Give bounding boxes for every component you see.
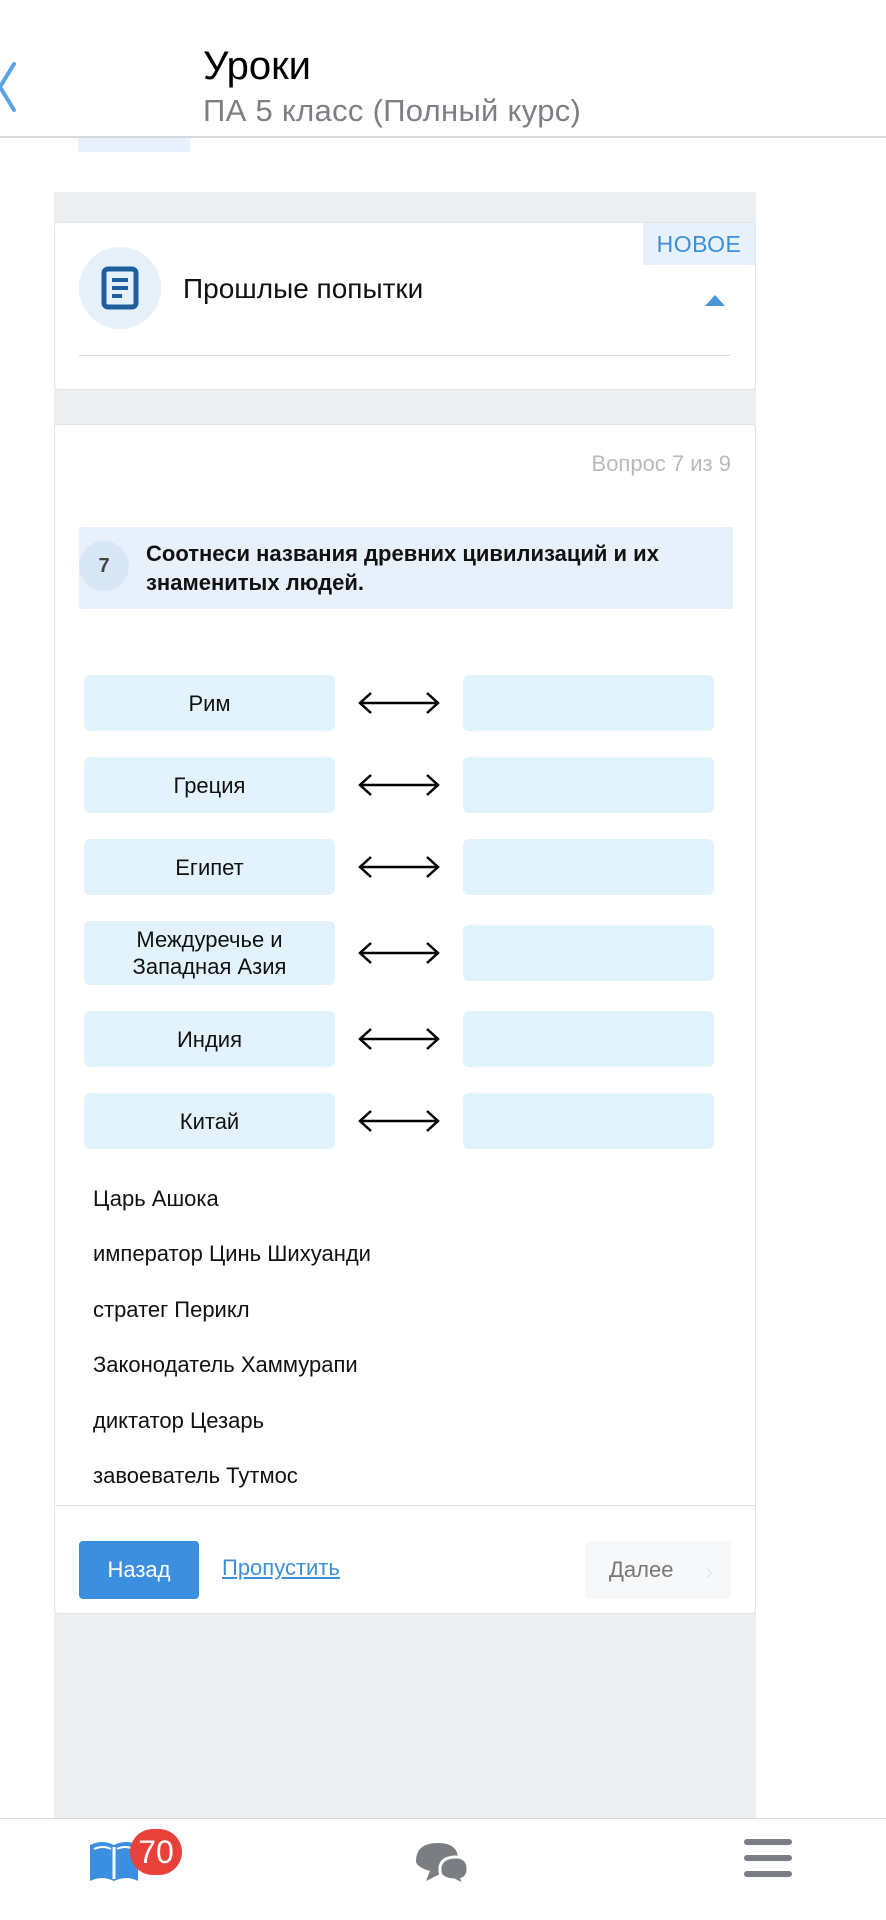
tab-bar: [0, 1818, 886, 1920]
tab-menu[interactable]: [742, 1837, 802, 1920]
civilization-box: Индия: [84, 1011, 335, 1067]
new-badge: НОВОЕ: [643, 223, 755, 265]
chevron-right-icon: ›: [705, 1559, 713, 1584]
match-row: [84, 921, 717, 985]
page-title: Уроки: [203, 44, 311, 88]
question-text: Соотнеси названия древних цивилизаций и их знаменитых людей.: [146, 541, 659, 595]
draggable-answer[interactable]: диктатор Цезарь: [93, 1407, 265, 1433]
back-button[interactable]: Назад: [79, 1541, 199, 1599]
match-row: [84, 1093, 717, 1149]
divider: [55, 1505, 755, 1506]
civilization-box: Китай: [84, 1093, 335, 1149]
draggable-answer[interactable]: Законодатель Хаммурапи: [93, 1352, 358, 1378]
page-subtitle: ПА 5 класс (Полный курс): [203, 93, 582, 128]
question-counter: Вопрос 7 из 9: [591, 451, 731, 476]
document-icon: [79, 247, 161, 329]
drop-target[interactable]: [463, 1093, 714, 1149]
drop-target[interactable]: [463, 925, 714, 981]
match-row: [84, 757, 717, 813]
match-row: [84, 1011, 717, 1067]
drop-target[interactable]: [463, 1011, 714, 1067]
draggable-answer[interactable]: стратег Перикл: [93, 1296, 250, 1322]
drop-target[interactable]: [463, 675, 714, 731]
past-attempts-label: Прошлые попытки: [183, 273, 424, 304]
double-arrow-icon: [335, 690, 463, 716]
draggable-answer[interactable]: император Цинь Шихуанди: [93, 1241, 371, 1267]
back-chevron-icon[interactable]: [0, 60, 30, 114]
civilization-box: Рим: [84, 675, 335, 731]
tab-messages[interactable]: [410, 1837, 480, 1920]
header: [0, 0, 886, 138]
match-row: [84, 675, 717, 731]
double-arrow-icon: [335, 1108, 463, 1134]
answer-options: [93, 1183, 371, 1515]
chat-bubbles-icon: [410, 1837, 470, 1887]
civilization-box: Египет: [84, 839, 335, 895]
question-card: [54, 424, 756, 1614]
double-arrow-icon: [335, 772, 463, 798]
civilization-box: Греция: [84, 757, 335, 813]
draggable-answer[interactable]: завоеватель Тутмос: [93, 1462, 298, 1488]
next-button[interactable]: [585, 1541, 731, 1599]
match-row: [84, 839, 717, 895]
skip-link[interactable]: Пропустить: [222, 1555, 340, 1580]
question-number: 7: [79, 541, 129, 591]
draggable-answer[interactable]: Царь Ашока: [93, 1186, 219, 1211]
past-attempts-card[interactable]: [54, 222, 756, 390]
tab-lessons[interactable]: [86, 1833, 186, 1920]
next-button-label: Далее: [609, 1557, 674, 1582]
notification-badge: 70: [130, 1829, 182, 1875]
lesson-content[interactable]: [0, 138, 886, 1818]
hamburger-menu-icon: [742, 1837, 794, 1881]
drop-target[interactable]: [463, 839, 714, 895]
double-arrow-icon: [335, 854, 463, 880]
double-arrow-icon: [335, 1026, 463, 1052]
double-arrow-icon: [335, 940, 463, 966]
drop-target[interactable]: [463, 757, 714, 813]
new-badge-partial: [78, 138, 190, 152]
divider: [79, 355, 731, 356]
question-header: [79, 527, 733, 609]
civilization-box: Междуречье и Западная Азия: [84, 921, 335, 985]
caret-up-icon[interactable]: [705, 295, 725, 306]
